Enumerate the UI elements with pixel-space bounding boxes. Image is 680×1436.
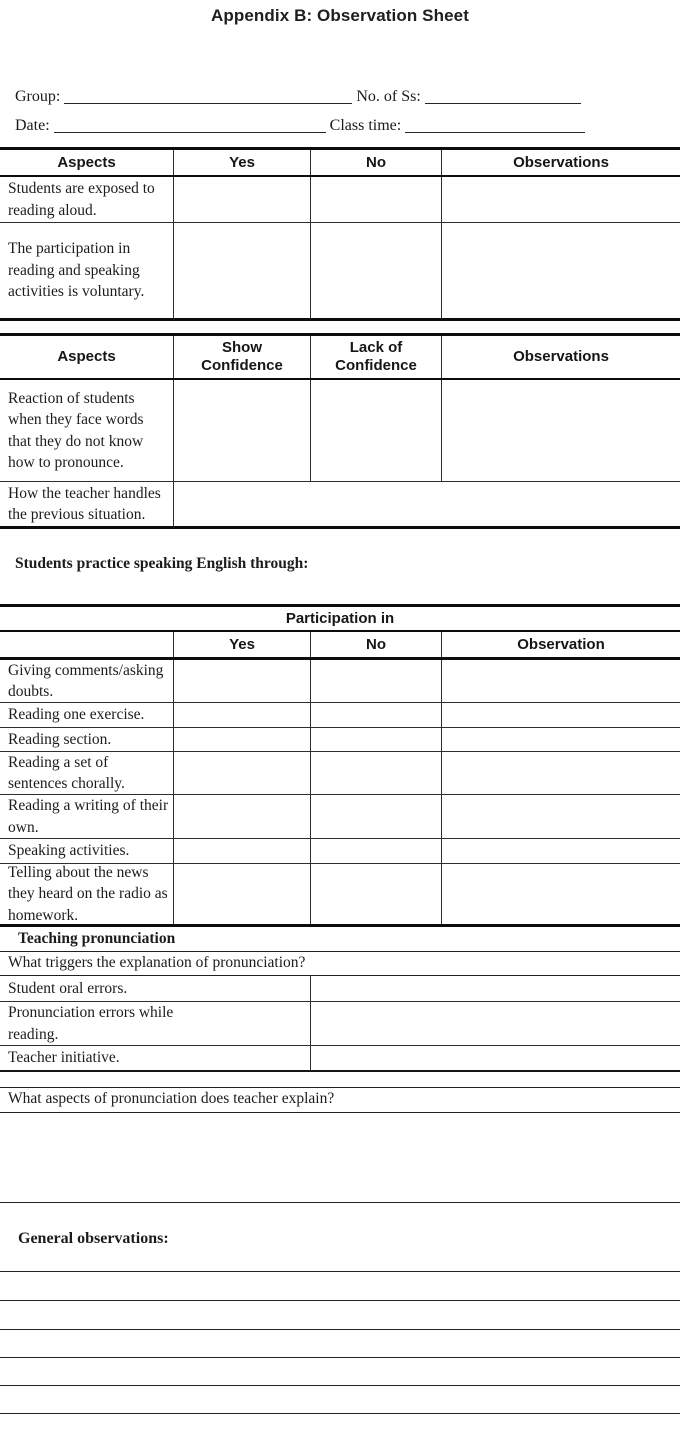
date-field-line — [54, 117, 326, 133]
aspect-cell: Reading a writing of their own. — [8, 797, 169, 836]
column-header-observations: Observations — [441, 150, 680, 175]
column-header-aspects: Aspects — [57, 153, 116, 171]
group-label: Group: — [15, 88, 61, 105]
aspect-cell: Teacher initiative. — [8, 1049, 120, 1067]
answer-cell — [310, 752, 441, 794]
table-row — [0, 660, 680, 702]
table-row — [0, 481, 680, 526]
no-ss-field-line — [425, 88, 581, 104]
aspect-cell: Reading one exercise. — [8, 706, 145, 724]
answer-cell — [173, 728, 310, 751]
aspect-cell: Reaction of students when they face words that they do not know how to pronounce. — [8, 389, 144, 471]
answer-cell — [310, 864, 441, 924]
answer-cell — [310, 1046, 680, 1070]
table-row — [0, 702, 680, 727]
column-header-yes: Yes — [173, 632, 310, 657]
aspect-cell: Speaking activities. — [8, 842, 130, 860]
aspect-cell: The participation in reading and speaking activities is voluntary. — [8, 240, 145, 301]
date-label: Date: — [15, 117, 50, 134]
answer-cell — [441, 380, 680, 481]
aspect-cell: Reading a set of sentences chorally. — [8, 753, 125, 792]
date-row — [15, 108, 665, 137]
column-header-no: No — [310, 632, 441, 657]
aspect-cell: Pronunciation errors while reading. — [8, 1004, 174, 1043]
column-header-no: No — [310, 150, 441, 175]
answer-cell — [310, 660, 441, 702]
header-cell-empty — [0, 632, 173, 657]
participation-group-header: Participation in — [0, 607, 680, 632]
answer-cell — [441, 703, 680, 727]
answer-cell — [441, 177, 680, 222]
table-row — [0, 1001, 680, 1045]
answer-cell — [310, 703, 441, 727]
ruled-line — [0, 1271, 680, 1272]
class-time-field-line — [405, 117, 585, 133]
confidence-table-header — [0, 336, 680, 380]
ruled-line — [0, 1413, 680, 1414]
table-row — [0, 751, 680, 794]
teaching-pronunciation-heading: Teaching pronunciation — [18, 930, 176, 947]
column-header-observation: Observation — [441, 632, 680, 657]
question-text: What aspects of pronunciation does teacher explain? — [8, 1090, 335, 1108]
question-text: What triggers the explanation of pronunciation? — [8, 953, 306, 971]
answer-cell — [173, 795, 310, 838]
answer-cell — [441, 728, 680, 751]
confidence-table — [0, 333, 680, 529]
answer-cell — [441, 752, 680, 794]
aspect-cell: Giving comments/asking doubts. — [8, 661, 164, 700]
table-row — [0, 838, 680, 863]
section-divider-line — [0, 1202, 680, 1203]
answer-cell — [310, 976, 680, 1001]
answer-cell — [441, 864, 680, 924]
page-title: Appendix B: Observation Sheet — [211, 6, 469, 25]
answer-cell — [310, 1002, 680, 1045]
table-row — [0, 1045, 680, 1070]
answer-cell — [173, 223, 310, 318]
practice-heading: Students practice speaking English through: — [15, 555, 309, 572]
answer-cell — [173, 380, 310, 481]
answer-cell — [173, 752, 310, 794]
column-header-observations: Observations — [441, 336, 680, 378]
table-row — [0, 177, 680, 222]
answer-cell — [173, 660, 310, 702]
answer-cell — [441, 839, 680, 863]
answer-cell — [173, 864, 310, 924]
reading-aloud-table — [0, 147, 680, 321]
aspects-question-row — [0, 1087, 680, 1113]
pronunciation-triggers-table — [0, 951, 680, 1072]
answer-cell — [173, 703, 310, 727]
aspect-cell: Students are exposed to reading aloud. — [8, 180, 155, 219]
aspect-cell: Reading section. — [8, 730, 112, 748]
participation-table-header — [0, 632, 680, 660]
answer-cell — [441, 660, 680, 702]
answer-cell — [173, 482, 680, 526]
column-header-yes: Yes — [173, 150, 310, 175]
answer-cell — [441, 795, 680, 838]
aspect-cell: How the teacher handles the previous situation. — [8, 484, 161, 523]
group-field-line — [64, 88, 352, 104]
answer-cell — [310, 728, 441, 751]
ruled-line — [0, 1329, 680, 1330]
general-observations-heading: General observations: — [18, 1230, 169, 1247]
participation-table — [0, 604, 680, 927]
column-header-aspects: Aspects — [57, 348, 116, 365]
no-ss-label: No. of Ss: — [356, 88, 421, 105]
answer-cell — [310, 839, 441, 863]
ruled-line — [0, 1357, 680, 1358]
header-fields — [15, 79, 665, 137]
class-time-label: Class time: — [329, 117, 402, 134]
aspect-cell: Student oral errors. — [8, 979, 128, 997]
table-row — [0, 222, 680, 318]
answer-cell — [310, 177, 441, 222]
answer-cell — [441, 223, 680, 318]
table-row — [0, 794, 680, 838]
answer-cell — [173, 839, 310, 863]
reading-aloud-table-header — [0, 150, 680, 177]
column-header-lack-of-confidence: Lack of Confidence — [310, 336, 441, 378]
answer-cell — [173, 177, 310, 222]
answer-cell — [310, 223, 441, 318]
trigger-question-row — [0, 952, 680, 976]
ruled-line — [0, 1385, 680, 1386]
answer-cell — [310, 795, 441, 838]
answer-cell — [310, 380, 441, 481]
column-header-show-confidence: Show Confidence — [173, 336, 310, 378]
table-row — [0, 727, 680, 751]
table-row — [0, 380, 680, 481]
ruled-line — [0, 1300, 680, 1301]
table-row — [0, 863, 680, 924]
group-row — [15, 79, 665, 108]
aspect-cell: Telling about the news they heard on the radio as homework. — [8, 863, 168, 924]
table-row — [0, 976, 680, 1001]
